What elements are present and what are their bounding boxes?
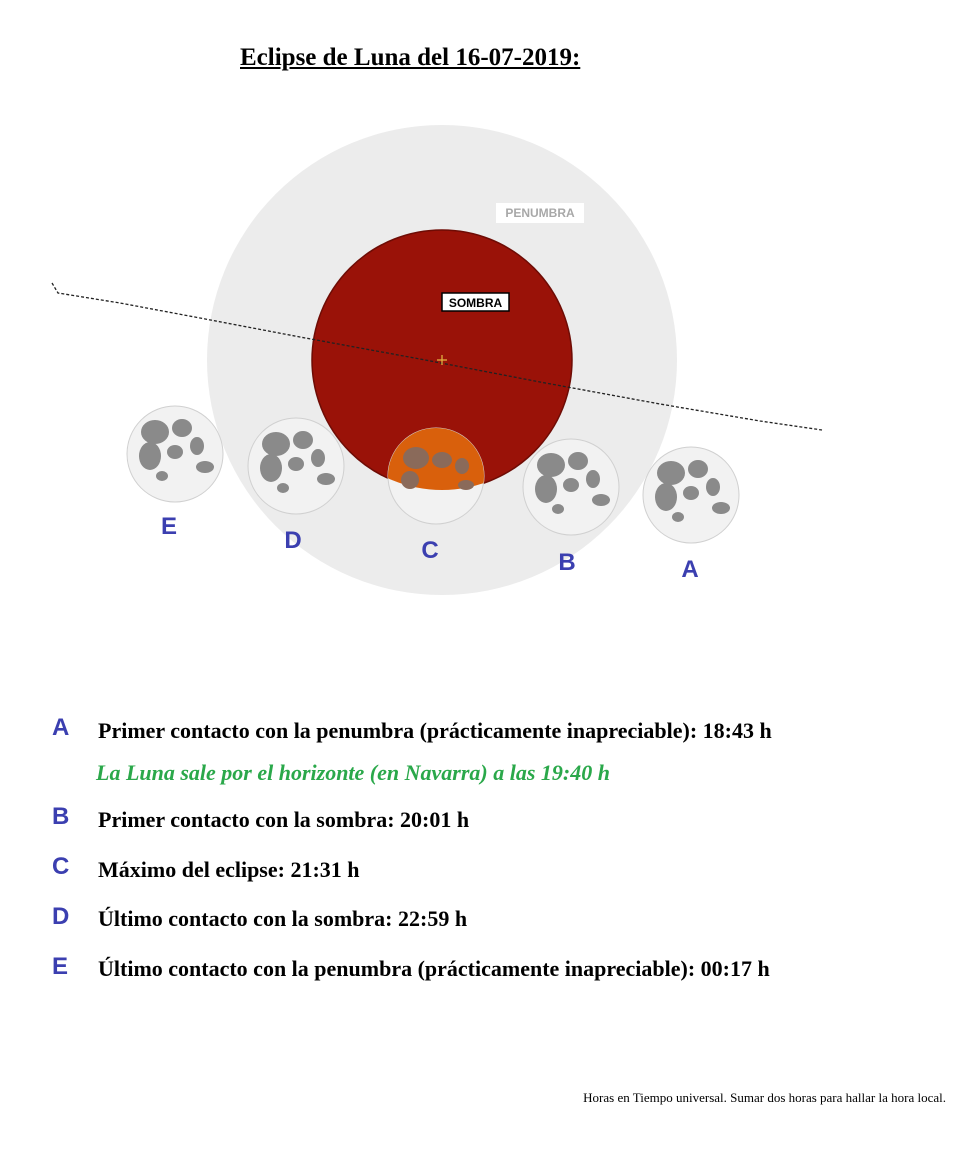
event-text: Último contacto con la sombra: 22:59 h bbox=[98, 906, 468, 931]
penumbra-label: PENUMBRA bbox=[505, 206, 575, 220]
event-letter: A bbox=[52, 714, 70, 741]
event-text: Primer contacto con la penumbra (prácticamente inapreciable): 18:43 h bbox=[98, 718, 772, 743]
moon-label-b: B bbox=[558, 549, 576, 576]
moon-label-e: E bbox=[160, 513, 178, 540]
shadow-label-box bbox=[442, 293, 509, 311]
event-text: Último contacto con la penumbra (prácticamente inapreciable): 00:17 h bbox=[98, 956, 770, 981]
moon-b bbox=[523, 439, 619, 535]
event-letter: C bbox=[52, 853, 70, 880]
event-text: Primer contacto con la sombra: 20:01 h bbox=[98, 807, 470, 832]
footnote: Horas en Tiempo universal. Sumar dos horas para hallar la hora local. bbox=[583, 1090, 946, 1105]
event-letter: B bbox=[52, 803, 70, 830]
penumbra-label-box bbox=[496, 203, 584, 223]
moon-d bbox=[248, 418, 344, 514]
moon-label-a: A bbox=[681, 556, 699, 583]
event-letter: D bbox=[52, 903, 70, 930]
shadow-label: SOMBRA bbox=[448, 296, 503, 310]
moon-label-d: D bbox=[284, 527, 302, 554]
page-title: Eclipse de Luna del 16-07-2019: bbox=[240, 44, 581, 71]
moon-a bbox=[643, 447, 739, 543]
moonrise-note: La Luna sale por el horizonte (en Navarra) a las 19:40 h bbox=[96, 760, 610, 785]
moon-label-c: C bbox=[421, 537, 439, 564]
event-letter: E bbox=[52, 953, 69, 980]
event-text: Máximo del eclipse: 21:31 h bbox=[98, 857, 360, 882]
moon-e bbox=[127, 406, 223, 502]
